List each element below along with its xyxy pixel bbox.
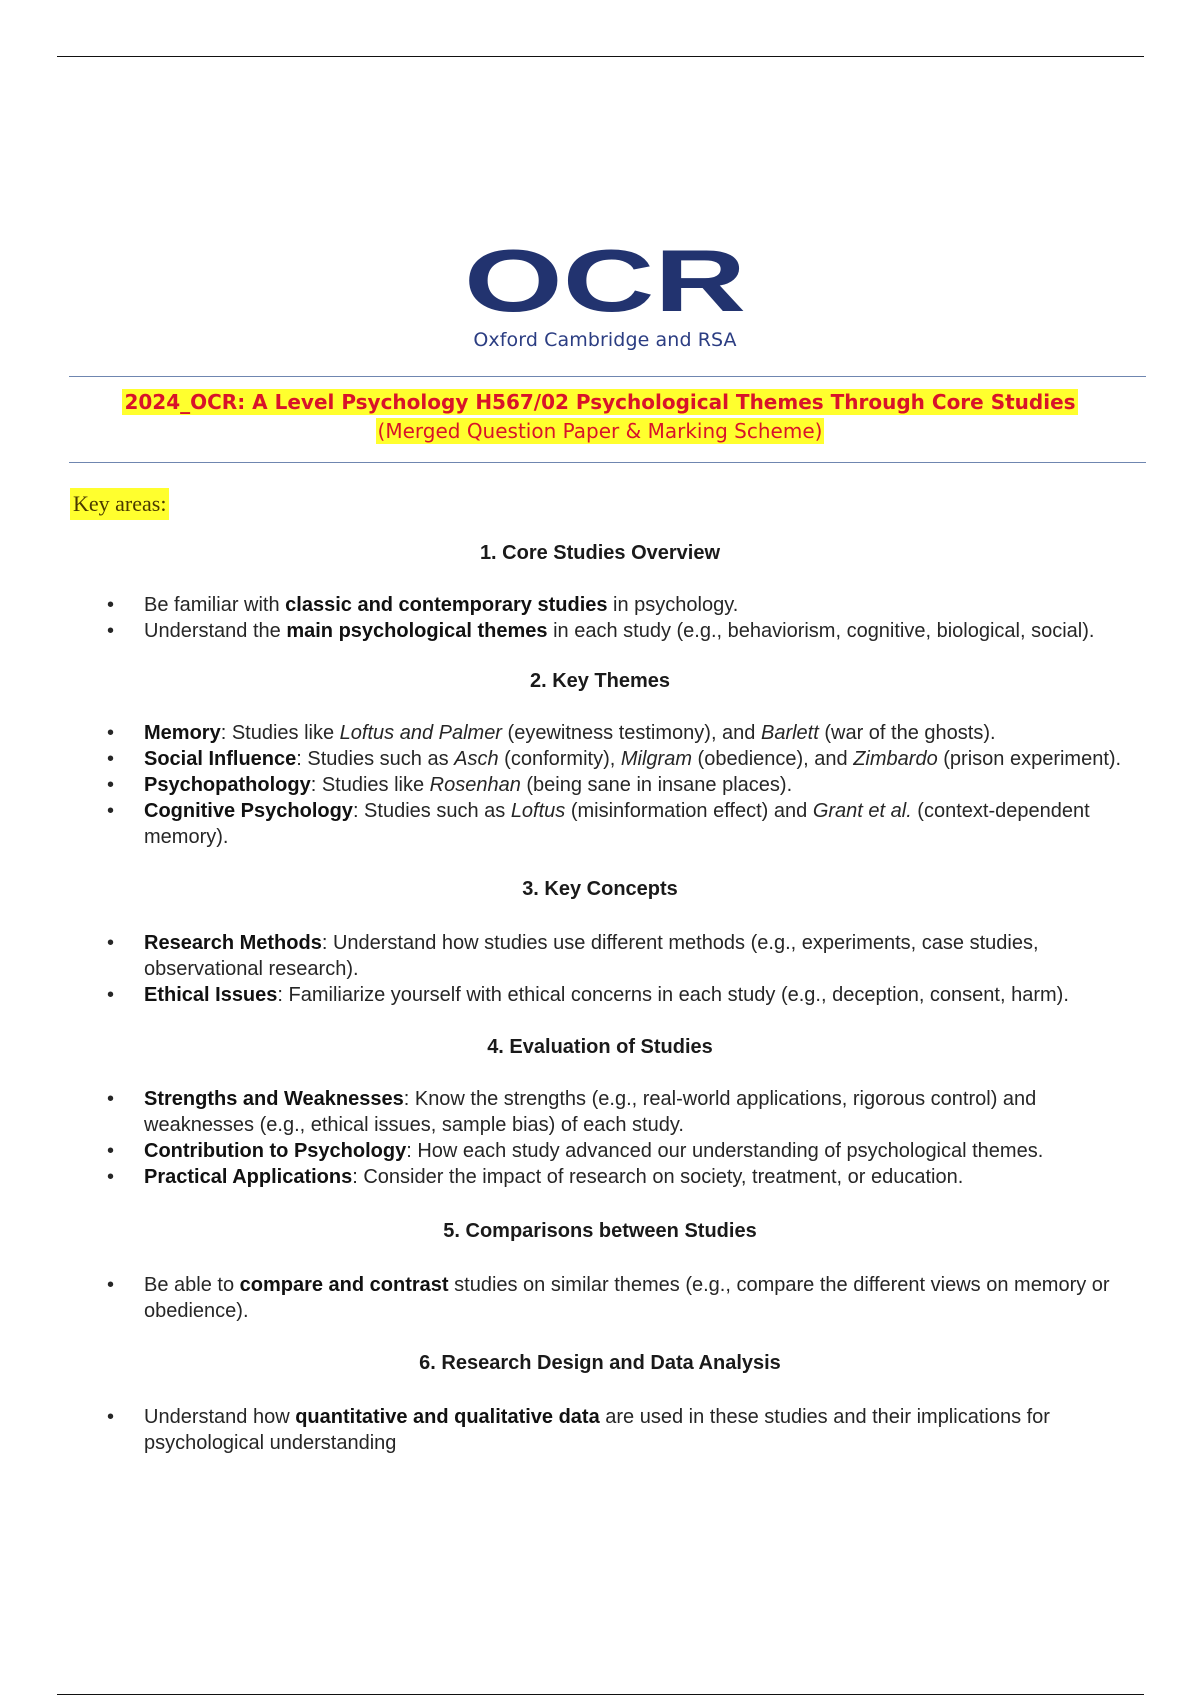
list-item: • Social Influence: Studies such as Asch (conformity), Milgram (obedience), and Zimbardo (prison experiment). — [0, 746, 1200, 772]
title-rule-bottom — [69, 462, 1146, 463]
section-heading: 5. Comparisons between Studies — [443, 1220, 757, 1242]
bullet-list — [0, 720, 1200, 850]
title-line-2: (Merged Question Paper & Marking Scheme) — [377, 419, 823, 443]
bullet-list — [0, 930, 1200, 1008]
list-item: • Ethical Issues: Familiarize yourself with ethical concerns in each study (e.g., deception, consent, harm). — [0, 982, 1200, 1008]
list-item: • Strengths and Weaknesses: Know the strengths (e.g., real-world applications, rigorous control) and weaknesses (e.g., ethical issues, sample bias) of each study. — [0, 1086, 1200, 1138]
bottom-rule — [57, 1694, 1144, 1695]
bullet-list — [0, 592, 1200, 644]
section-heading: 2. Key Themes — [529, 670, 671, 692]
section-heading: 6. Research Design and Data Analysis — [419, 1352, 781, 1374]
logo-subtitle: Oxford Cambridge and RSA — [473, 329, 737, 351]
document-body — [0, 540, 1200, 1456]
list-item: • Be able to compare and contrast studies on similar themes (e.g., compare the different views on memory or obedience). — [0, 1272, 1200, 1324]
list-item: • Memory: Studies like Loftus and Palmer (eyewitness testimony), and Barlett (war of the ghosts). — [0, 720, 1200, 746]
list-item: • Be familiar with classic and contemporary studies in psychology. — [0, 592, 1200, 618]
list-item: • Practical Applications: Consider the impact of research on society, treatment, or education. — [0, 1164, 1200, 1190]
section-heading: 3. Key Concepts — [522, 878, 678, 900]
list-item: • Psychopathology: Studies like Rosenhan (being sane in insane places). — [0, 772, 1200, 798]
svg-text:OCR: OCR — [464, 240, 746, 320]
list-item: • Cognitive Psychology: Studies such as Loftus (misinformation effect) and Grant et al. (context-dependent memory). — [0, 798, 1200, 850]
top-rule — [57, 56, 1144, 57]
ocr-wordmark — [460, 240, 750, 320]
section-heading: 1. Core Studies Overview — [479, 542, 721, 564]
document-title — [0, 388, 1200, 446]
key-areas-label: Key areas: — [70, 488, 169, 520]
bullet-list — [0, 1404, 1200, 1456]
title-rule-top — [69, 376, 1146, 377]
bullet-list — [0, 1272, 1200, 1324]
list-item: • Understand the main psychological themes in each study (e.g., behaviorism, cognitive, biological, social). — [0, 618, 1200, 644]
bullet-list — [0, 1086, 1200, 1190]
ocr-logo — [460, 240, 750, 360]
section-heading: 4. Evaluation of Studies — [487, 1036, 713, 1058]
list-item: • Understand how quantitative and qualitative data are used in these studies and their implications for psychological understanding — [0, 1404, 1200, 1456]
title-line-1: 2024_OCR: A Level Psychology H567/02 Psychological Themes Through Core Studies — [124, 390, 1076, 414]
list-item: • Research Methods: Understand how studies use different methods (e.g., experiments, case studies, observational research). — [0, 930, 1200, 982]
list-item: • Contribution to Psychology: How each study advanced our understanding of psychological themes. — [0, 1138, 1200, 1164]
